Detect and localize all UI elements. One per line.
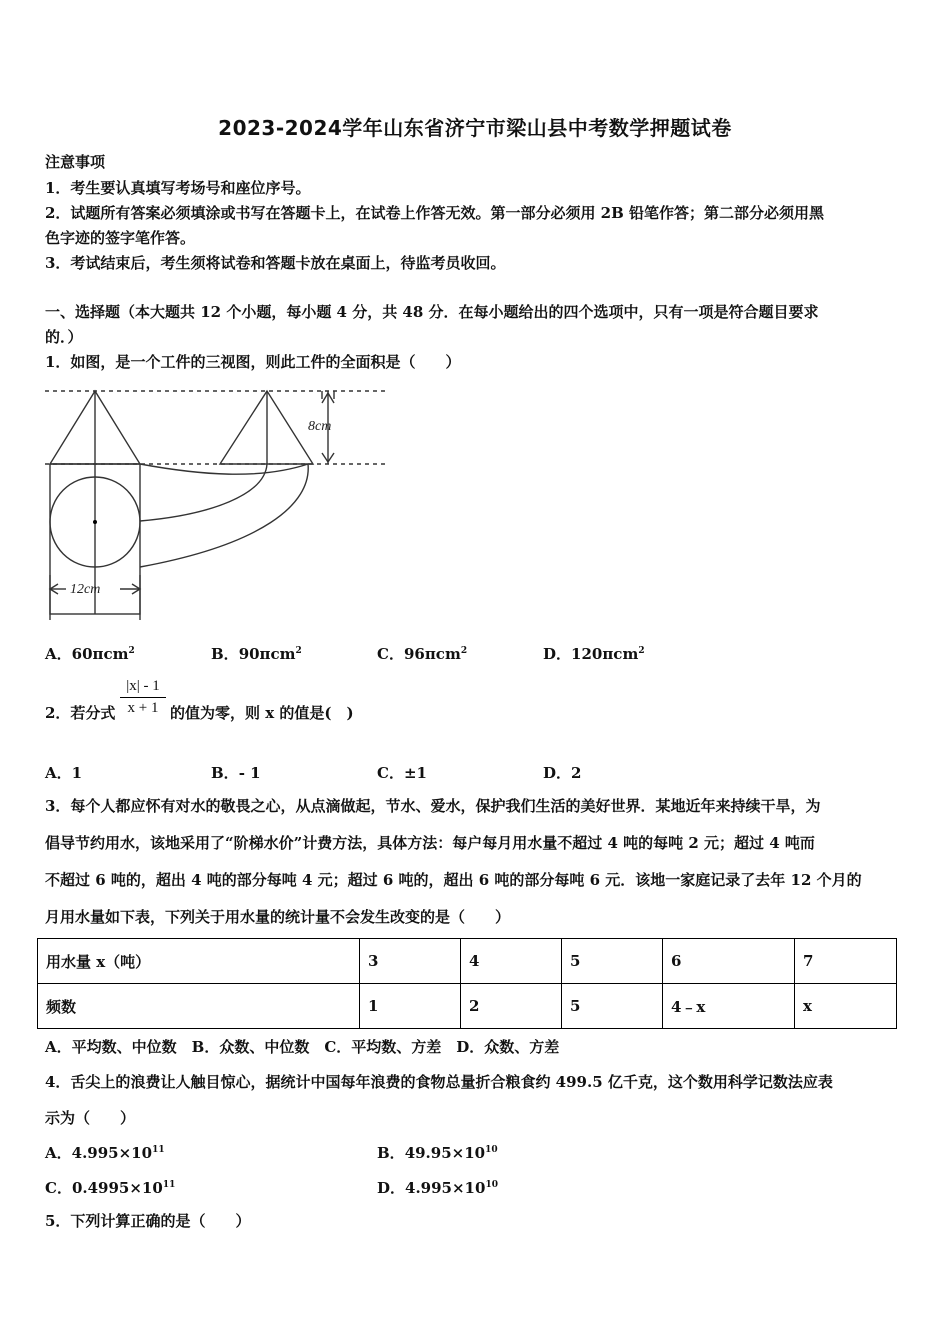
q4-option-a[interactable]: A．$4.995\times 10^{11}$ [45, 1144, 165, 1162]
q4-stem-1: 4．舌尖上的浪费让人触目惊心，据统计中国每年浪费的食物总量折合粮食约 499.5 亿千克，这个数用科学记数法应表 [45, 1073, 833, 1091]
table-row [38, 939, 897, 984]
q2-stem-suffix: 的值为零，则 x 的值是( ) [170, 704, 354, 722]
q2-option-c[interactable]: C．±1 [377, 764, 427, 782]
q2-option-d[interactable]: D．2 [543, 764, 582, 782]
q3-stem-1: 3．每个人都应怀有对水的敬畏之心，从点滴做起，节水、爱水，保护我们生活的美好世界．某地近年来持续干旱，为 [45, 797, 821, 815]
q1-option-c[interactable]: C．96πcm$^2$ [377, 645, 468, 663]
section1-heading-cont: 的．） [45, 328, 83, 346]
q3-stem-2: 倡导节约用水，该地采用了“阶梯水价”计费方法，具体方法：每户每月用水量不超过 4 吨的每吨 2 元；超过 4 吨而 [45, 834, 815, 852]
bent-pipe-outer [140, 464, 308, 567]
q1-option-d[interactable]: D．120πcm$^2$ [543, 645, 645, 663]
q3-stem-3: 不超过 6 吨的，超出 4 吨的部分每吨 4 元；超过 6 吨的，超出 6 吨的部分每吨 6 元．该地一家庭记录了去年 12 个月的 [45, 871, 862, 889]
table-row [38, 984, 897, 1029]
q2-option-b[interactable]: B．- 1 [211, 764, 261, 782]
height-label: 8cm [308, 419, 332, 434]
q1-option-b[interactable]: B．90πcm$^2$ [211, 645, 302, 663]
q4-stem-2: 示为（ ） [45, 1109, 136, 1127]
q3-water-table [37, 938, 897, 1029]
q2-stem-prefix: 2．若分式 [45, 704, 116, 722]
q4-option-c[interactable]: C．$0.4995\times 10^{11}$ [45, 1179, 176, 1197]
table-cell: 2 [461, 984, 562, 1029]
q2-fraction [120, 678, 166, 717]
table-cell: 4﹣x [663, 984, 795, 1029]
notice-item-1: 1．考生要认真填写考场号和座位序号。 [45, 179, 311, 197]
q2-denominator: x + 1 [127, 700, 159, 716]
q4-option-d[interactable]: D．$4.995\times 10^{10}$ [377, 1179, 498, 1197]
notice-item-2: 2．试题所有答案必须填涂或书写在答题卡上，在试卷上作答无效。第一部分必须用 2B 铅笔作答；第二部分必须用黑 [45, 204, 825, 222]
width-label: 12cm [70, 582, 101, 597]
table-cell: 1 [360, 984, 461, 1029]
table-cell: 5 [562, 939, 663, 984]
q3-stem-4: 月用水量如下表，下列关于用水量的统计量不会发生改变的是（ ） [45, 908, 511, 926]
notice-item-2-cont: 色字迹的签字笔作答。 [45, 229, 196, 247]
table-cell: 5 [562, 984, 663, 1029]
table-cell: 7 [795, 939, 897, 984]
q5-stem: 5．下列计算正确的是（ ） [45, 1212, 251, 1230]
table-cell: x [795, 984, 897, 1029]
q1-stem: 1．如图，是一个工件的三视图，则此工件的全面积是（ ） [45, 353, 461, 371]
table-cell: 3 [360, 939, 461, 984]
table-cell: 6 [663, 939, 795, 984]
q1-three-view-figure [40, 385, 400, 625]
table-cell: 用水量 x（吨） [38, 939, 360, 984]
q1-option-a[interactable]: A．60πcm$^2$ [45, 645, 135, 663]
q2-option-a[interactable]: A．1 [45, 764, 83, 782]
page-title: 2023-2024学年山东省济宁市梁山县中考数学押题试卷 [218, 116, 732, 140]
table-cell: 4 [461, 939, 562, 984]
notice-item-3: 3．考试结束后，考生须将试卷和答题卡放在桌面上，待监考员收回。 [45, 254, 506, 272]
table-cell: 频数 [38, 984, 360, 1029]
q2-numerator: |x| - 1 [120, 678, 166, 698]
notice-heading: 注意事项 [45, 153, 106, 171]
section1-heading: 一、选择题（本大题共 12 个小题，每小题 4 分，共 48 分．在每小题给出的四个选项中，只有一项是符合题目要求 [45, 303, 819, 321]
q3-options[interactable]: A．平均数、中位数 B．众数、中位数 C．平均数、方差 D．众数、方差 [45, 1038, 560, 1056]
q4-option-b[interactable]: B．$49.95\times 10^{10}$ [377, 1144, 498, 1162]
